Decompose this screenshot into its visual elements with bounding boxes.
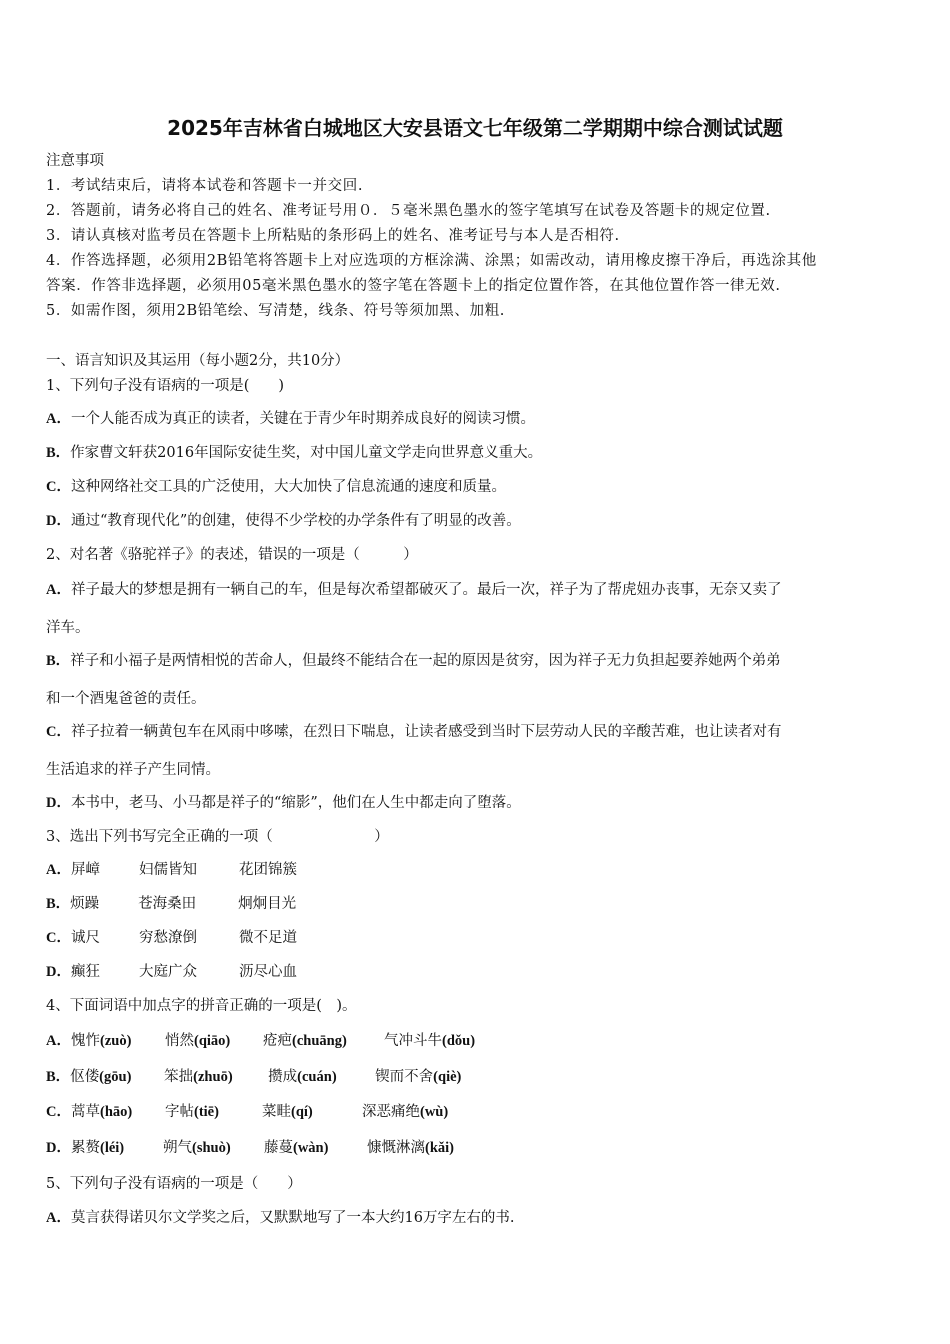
option-text: 祥子最大的梦想是拥有一辆自己的车，但是每次希望都破灭了。最后一次，祥子为了帮虎妞办丧事，无奈又卖了: [70, 582, 782, 598]
option-label: D．: [46, 513, 71, 529]
option-text: 作家曹文轩获2016年国际安徒生奖，对中国儿童文学走向世界意义重大。: [70, 445, 543, 461]
option-b: [46, 444, 542, 462]
option-c: [46, 929, 297, 947]
pinyin: (qí): [290, 1104, 313, 1120]
option-label: A．: [46, 1210, 71, 1226]
option-word: 穷愁潦倒: [138, 930, 197, 946]
option-a: [46, 410, 535, 428]
option-word: 蒿草: [70, 1104, 100, 1120]
option-word: 伛偻: [70, 1069, 100, 1085]
option-b: [46, 652, 781, 670]
pinyin: (wù): [419, 1104, 449, 1120]
option-continuation: 生活追求的祥子产生同情。: [46, 762, 220, 778]
option-label: B．: [46, 1069, 71, 1085]
option-word: 妇儒皆知: [138, 862, 197, 878]
option-word: 菜畦: [261, 1104, 291, 1120]
option-word: 愧怍: [70, 1033, 100, 1049]
question-stem: 5、下列句子没有语病的一项是（ ）: [46, 1176, 302, 1192]
option-word: 藤蔓: [263, 1140, 293, 1156]
option-d: [46, 512, 521, 530]
pinyin: (hāo): [99, 1104, 133, 1120]
option-text: 通过“教育现代化”的创建，使得不少学校的办学条件有了明显的改善。: [70, 513, 521, 529]
option-b: [46, 1068, 461, 1086]
option-word: 苍海桑田: [138, 896, 197, 912]
option-label: B．: [46, 445, 71, 461]
pinyin: (zhuō): [193, 1069, 233, 1085]
option-label: A．: [46, 582, 71, 598]
option-label: D．: [46, 1140, 71, 1156]
option-word: 锲而不舍: [375, 1069, 434, 1085]
option-word: 癫狂: [70, 964, 100, 980]
pinyin: (zuò): [99, 1033, 132, 1049]
exam-title: 2025年吉林省白城地区大安县语文七年级第二学期期中综合测试试题: [167, 116, 783, 140]
option-text: 祥子拉着一辆黄包车在风雨中哆嗦，在烈日下喘息，让读者感受到当时下层劳动人民的辛酸苦难，也让读者对有: [70, 724, 782, 740]
pinyin: (shuò): [191, 1140, 231, 1156]
option-text: 莫言获得诺贝尔文学奖之后，又默默地写了一本大约16万字左右的书.: [70, 1210, 515, 1226]
option-word: 疮疤: [262, 1033, 292, 1049]
notice-item: 1．考试结束后，请将本试卷和答题卡一并交回.: [46, 178, 364, 194]
notice-item: 3．请认真核对监考员在答题卡上所粘贴的条形码上的姓名、准考证号与本人是否相符.: [46, 228, 620, 244]
pinyin: (qiāo): [193, 1033, 231, 1049]
option-label: C．: [46, 479, 71, 495]
option-c: [46, 1103, 448, 1121]
option-word: 深恶痛绝: [361, 1104, 420, 1120]
section-heading: 一、语言知识及其运用（每小题2分，共10分）: [46, 353, 350, 369]
option-c: [46, 478, 506, 496]
option-text: 一个人能否成为真正的读者，关键在于青少年时期养成良好的阅读习惯。: [70, 411, 535, 427]
option-text: 祥子和小福子是两情相悦的苦命人，但最终不能结合在一起的原因是贫穷，因为祥子无力负担起要养她两个弟弟: [70, 653, 781, 669]
question-stem: 2、对名著《骆驼祥子》的表述，错误的一项是（ ）: [46, 547, 418, 563]
question-stem: 4、下面词语中加点字的拼音正确的一项是( )。: [46, 998, 357, 1014]
option-label: B．: [46, 653, 71, 669]
pinyin: (qiè): [433, 1069, 462, 1085]
option-word: 笨拙: [164, 1069, 194, 1085]
option-b: [46, 895, 296, 913]
pinyin: (cuán): [297, 1069, 337, 1085]
pinyin: (tiē): [193, 1104, 219, 1120]
option-label: C．: [46, 724, 71, 740]
option-continuation: 洋车。: [46, 620, 90, 636]
option-c: [46, 723, 781, 741]
notice-item: 答案．作答非选择题，必须用05毫米黑色墨水的签字笔在答题卡上的指定位置作答，在其他位置作答一律无效.: [46, 278, 781, 294]
pinyin: (chuāng): [291, 1033, 347, 1049]
option-label: C．: [46, 1104, 71, 1120]
notice-item: 2．答题前，请务必将自己的姓名、准考证号用０．５毫米黑色墨水的签字笔填写在试卷及答题卡的规定位置.: [46, 203, 771, 219]
pinyin: (kǎi): [424, 1140, 454, 1156]
notice-item: 4．作答选择题，必须用2B铅笔将答题卡上对应选项的方框涂满、涂黑；如需改动，请用橡皮擦干净后，再选涂其他: [46, 253, 817, 269]
pinyin: (gōu): [99, 1069, 132, 1085]
option-word: 微不足道: [238, 930, 297, 946]
option-word: 悄然: [164, 1033, 194, 1049]
option-word: 花团锦簇: [238, 862, 297, 878]
option-label: B．: [46, 896, 71, 912]
option-word: 朔气: [162, 1140, 192, 1156]
option-word: 大庭广众: [138, 964, 197, 980]
option-d: [46, 963, 297, 981]
option-label: C．: [46, 930, 71, 946]
pinyin: (wàn): [292, 1140, 329, 1156]
option-d: [46, 794, 521, 812]
option-label: A．: [46, 411, 71, 427]
option-label: A．: [46, 862, 71, 878]
option-label: D．: [46, 964, 71, 980]
option-word: 诚尺: [70, 930, 100, 946]
option-word: 攒成: [268, 1069, 298, 1085]
option-word: 屏嶂: [70, 862, 100, 878]
option-a: [46, 581, 781, 599]
notice-item: 5．如需作图，须用2B铅笔绘、写清楚，线条、符号等须加黑、加粗.: [46, 303, 505, 319]
option-label: A．: [46, 1033, 71, 1049]
option-word: 累赘: [70, 1140, 100, 1156]
pinyin: (dǒu): [441, 1033, 476, 1049]
option-text: 这种网络社交工具的广泛使用，大大加快了信息流通的速度和质量。: [70, 479, 506, 495]
option-a: [46, 1032, 475, 1050]
option-label: D．: [46, 795, 71, 811]
option-continuation: 和一个酒鬼爸爸的责任。: [46, 691, 206, 707]
option-text: 本书中，老马、小马都是祥子的“缩影”，他们在人生中都走向了堕落。: [70, 795, 521, 811]
question-stem: 3、选出下列书写完全正确的一项（ ）: [46, 829, 389, 845]
option-word: 慷慨淋漓: [366, 1140, 425, 1156]
option-a: [46, 861, 297, 879]
pinyin: (léi): [99, 1140, 125, 1156]
option-word: 气冲斗牛: [383, 1033, 442, 1049]
option-word: 沥尽心血: [238, 964, 297, 980]
notice-heading: 注意事项: [46, 153, 104, 169]
option-d: [46, 1139, 454, 1157]
option-word: 炯炯目光: [238, 896, 297, 912]
option-a: [46, 1209, 515, 1227]
option-word: 字帖: [164, 1104, 194, 1120]
question-stem: 1、下列句子没有语病的一项是( ): [46, 378, 285, 394]
option-word: 烦躁: [70, 896, 100, 912]
